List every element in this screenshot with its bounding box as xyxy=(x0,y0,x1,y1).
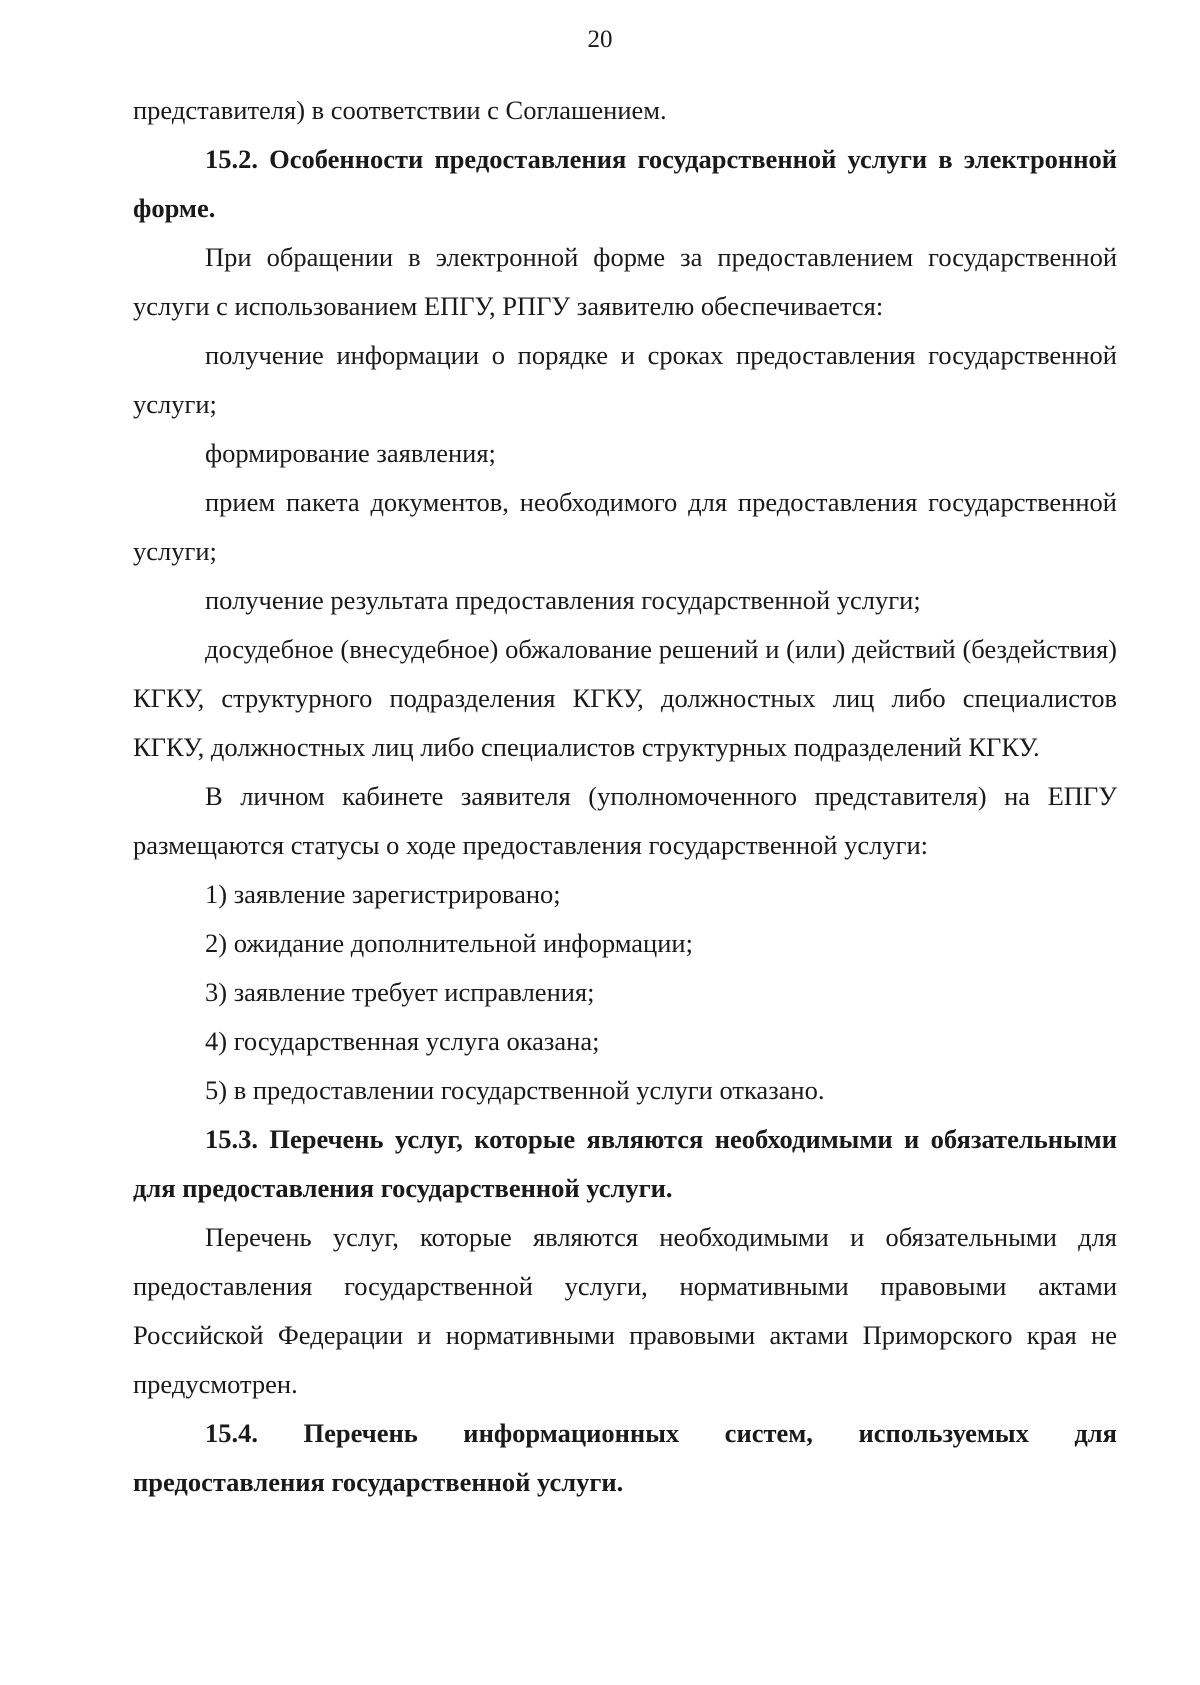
status-item-4: 4) государственная услуга оказана; xyxy=(205,1026,600,1056)
list-item-appeal: досудебное (внесудебное) обжалование решений и (или) действий (бездействия) КГКУ, структурного подразделения КГКУ, должностных лиц либо специалистов КГКУ, должностных лиц либо специалистов структурных подразделений КГКУ. xyxy=(133,634,1117,762)
heading-15-2: 15.2. Особенности предоставления государственной услуги в электронной форме. xyxy=(133,144,1117,223)
heading-15-4: 15.4. Перечень информационных систем, используемых для предоставления государственной услуги. xyxy=(133,1418,1117,1497)
paragraph-continuation: представителя) в соответствии с Соглашением. xyxy=(133,95,667,125)
paragraph-personal-account: В личном кабинете заявителя (уполномоченного представителя) на ЕПГУ размещаются статусы о ходе предоставления государственной услуги: xyxy=(133,781,1117,860)
list-item-result: получение результата предоставления государственной услуги; xyxy=(205,585,921,615)
list-item-documents: прием пакета документов, необходимого для предоставления государственной услуги; xyxy=(133,487,1117,566)
paragraph-electronic-appeal: При обращении в электронной форме за предоставлением государственной услуги с использованием ЕПГУ, РПГУ заявителю обеспечивается: xyxy=(133,242,1117,321)
paragraph-services-list: Перечень услуг, которые являются необходимыми и обязательными для предоставления государственной услуги, нормативными правовыми актами Российской Федерации и нормативными правовыми актами Приморского края не предусмотрен. xyxy=(133,1222,1117,1399)
document-body xyxy=(133,86,1117,1507)
status-item-5: 5) в предоставлении государственной услуги отказано. xyxy=(205,1075,825,1105)
page-number: 20 xyxy=(587,26,613,53)
list-item-info: получение информации о порядке и сроках предоставления государственной услуги; xyxy=(133,340,1117,419)
list-item-application: формирование заявления; xyxy=(205,438,496,468)
status-item-1: 1) заявление зарегистрировано; xyxy=(205,879,561,909)
status-item-3: 3) заявление требует исправления; xyxy=(205,977,595,1007)
status-item-2: 2) ожидание дополнительной информации; xyxy=(205,928,693,958)
heading-15-3: 15.3. Перечень услуг, которые являются необходимыми и обязательными для предоставления государственной услуги. xyxy=(133,1124,1117,1203)
